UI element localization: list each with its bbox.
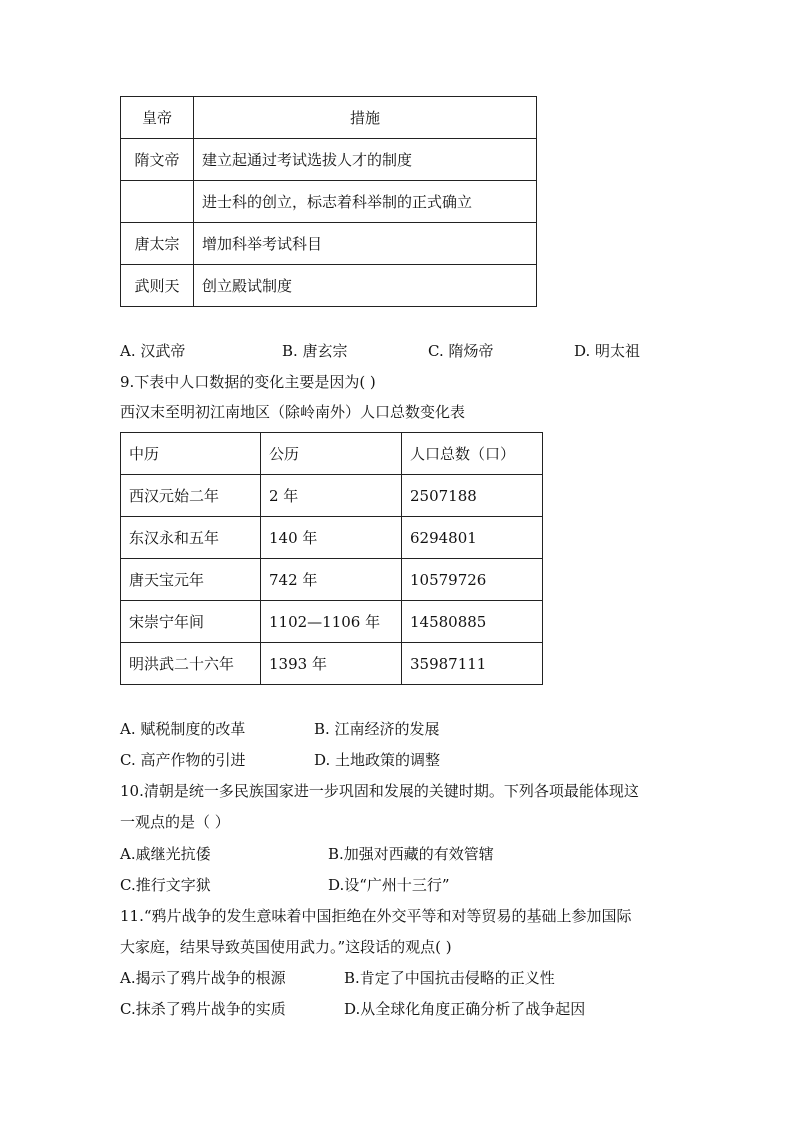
table-cell: 1393 年 <box>261 643 402 685</box>
table-cell: 唐天宝元年 <box>121 559 261 601</box>
header-cell: 措施 <box>194 97 537 139</box>
table-row <box>121 475 543 517</box>
table-row <box>121 517 543 559</box>
q10-option-d: D.设“广州十三行” <box>328 876 450 894</box>
table-cell: 1102—1106 年 <box>261 601 402 643</box>
header-cell: 皇帝 <box>121 97 194 139</box>
q11-stem-line1: 11.“鸦片战争的发生意味着中国拒绝在外交平等和对等贸易的基础上参加国际 <box>120 907 632 925</box>
table-cell: 西汉元始二年 <box>121 475 261 517</box>
q8-option-b: B. 唐玄宗 <box>282 342 348 360</box>
q11-stem-line2: 大家庭，结果导致英国使用武力。”这段话的观点( ) <box>120 938 452 956</box>
q10-stem-line1: 10.清朝是统一多民族国家进一步巩固和发展的关键时期。下列各项最能体现这 <box>120 782 639 800</box>
q10-option-b: B.加强对西藏的有效管辖 <box>328 845 494 863</box>
q8-option-d: D. 明太祖 <box>574 342 641 360</box>
table-cell: 创立殿试制度 <box>194 265 537 307</box>
header-cell: 中历 <box>121 433 261 475</box>
table-cell: 明洪武二十六年 <box>121 643 261 685</box>
table-row <box>121 223 537 265</box>
table-cell: 宋崇宁年间 <box>121 601 261 643</box>
emperor-measures-table <box>120 96 537 307</box>
table-cell: 进士科的创立，标志着科举制的正式确立 <box>194 181 537 223</box>
table-row <box>121 265 537 307</box>
table-cell <box>121 181 194 223</box>
table-cell: 2507188 <box>402 475 543 517</box>
table-cell: 东汉永和五年 <box>121 517 261 559</box>
header-cell: 公历 <box>261 433 402 475</box>
table-cell: 742 年 <box>261 559 402 601</box>
table-cell: 隋文帝 <box>121 139 194 181</box>
q9-option-c: C. 高产作物的引进 <box>120 751 246 769</box>
table-row <box>121 559 543 601</box>
q8-option-c: C. 隋炀帝 <box>428 342 494 360</box>
q11-option-c: C.抹杀了鸦片战争的实质 <box>120 1000 286 1018</box>
header-cell: 人口总数（口） <box>402 433 543 475</box>
q10-option-c: C.推行文字狱 <box>120 876 211 894</box>
q10-option-a: A.戚继光抗倭 <box>120 845 211 863</box>
table-cell: 增加科举考试科目 <box>194 223 537 265</box>
table-cell: 2 年 <box>261 475 402 517</box>
table-cell: 武则天 <box>121 265 194 307</box>
q10-stem-line2: 一观点的是（ ） <box>120 813 230 831</box>
table-row <box>121 601 543 643</box>
q9-stem: 9.下表中人口数据的变化主要是因为( ) <box>120 373 376 391</box>
table-cell: 140 年 <box>261 517 402 559</box>
q9-option-b: B. 江南经济的发展 <box>314 720 440 738</box>
table-cell: 6294801 <box>402 517 543 559</box>
table-header-row <box>121 97 537 139</box>
table-row <box>121 643 543 685</box>
table-cell: 建立起通过考试选拔人才的制度 <box>194 139 537 181</box>
q8-option-a: A. 汉武帝 <box>120 342 186 360</box>
population-table <box>120 432 543 685</box>
table-row <box>121 139 537 181</box>
table-row <box>121 181 537 223</box>
table-cell: 14580885 <box>402 601 543 643</box>
q9-option-a: A. 赋税制度的改革 <box>120 720 246 738</box>
q11-option-b: B.肯定了中国抗击侵略的正义性 <box>344 969 555 987</box>
table-header-row <box>121 433 543 475</box>
q11-option-d: D.从全球化角度正确分析了战争起因 <box>344 1000 586 1018</box>
table-cell: 35987111 <box>402 643 543 685</box>
q9-option-d: D. 土地政策的调整 <box>314 751 441 769</box>
q11-option-a: A.揭示了鸦片战争的根源 <box>120 969 286 987</box>
table-cell: 唐太宗 <box>121 223 194 265</box>
q9-table-caption: 西汉末至明初江南地区（除岭南外）人口总数变化表 <box>120 403 466 421</box>
table-cell: 10579726 <box>402 559 543 601</box>
